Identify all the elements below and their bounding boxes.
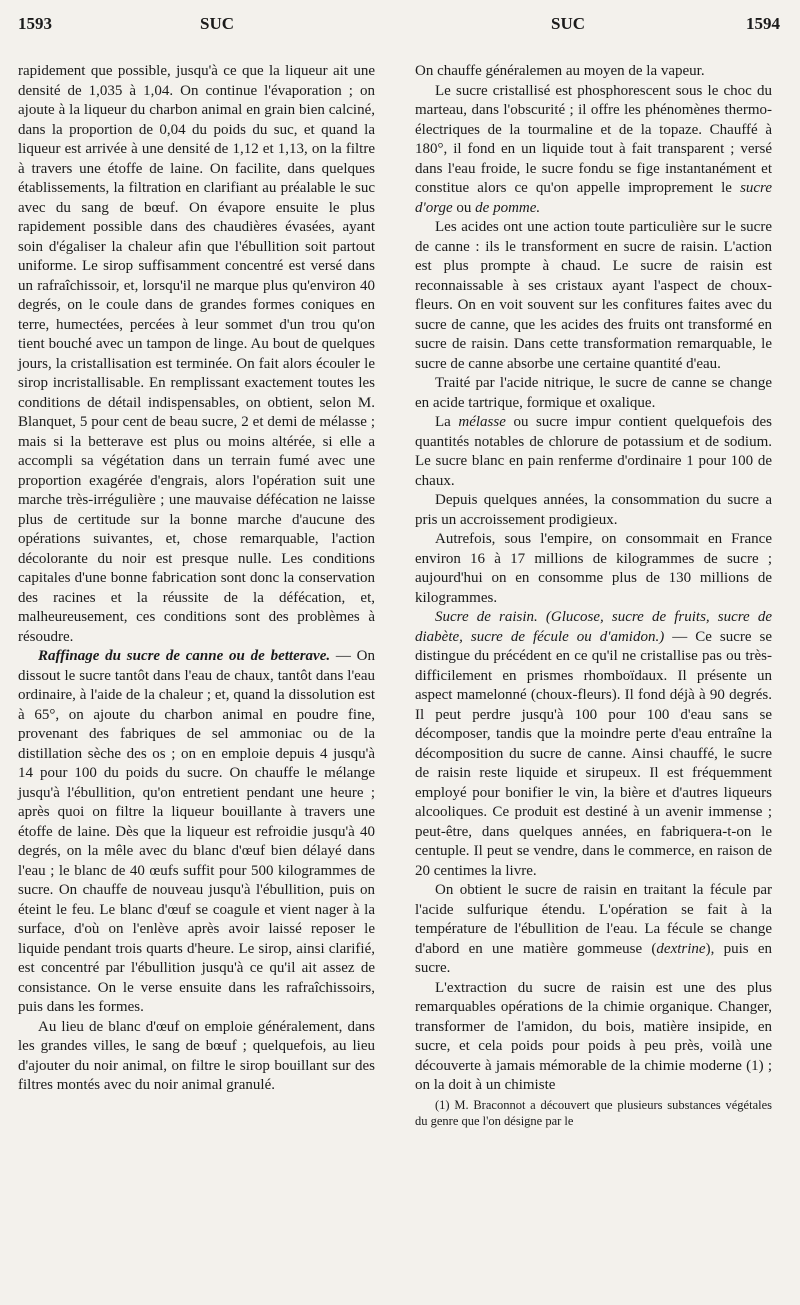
left-page-number: 1593: [18, 14, 52, 33]
italic-term: dextrine: [656, 940, 706, 957]
paragraph: On chauffe généralemen au moyen de la vapeur.: [415, 63, 705, 79]
footnote: (1) M. Braconnot a découvert que plusieurs substances végétales du genre que l'on désigne par le: [415, 1097, 772, 1128]
paragraph: Traité par l'acide nitrique, le sucre de canne se change en acide tartrique, formique et oxalique.: [415, 375, 772, 411]
paragraph-text: ), puis en sucre.: [415, 940, 772, 976]
right-page-number: 1594: [746, 14, 780, 33]
paragraph: L'extraction du sucre de raisin est une des plus remarquables opérations de la chimie organique. Changer, transformer de l'amidon, du bois, matière insipide, en sucre, et cela poids pour poids à peu près, voilà une découverte à jamais mémorable de la chimie moderne (1) ; on la doit à un chimiste: [415, 979, 772, 1093]
paragraph: [18, 647, 375, 1018]
italic-term: de pomme.: [475, 199, 541, 216]
left-column: [18, 62, 375, 1096]
paragraph-text: — On dissout le sucre tantôt dans l'eau de chaux, tantôt dans l'eau ordinaire, à l'aide de la chaleur ; et, quand la dissolution est à 65°, on ajoute du charbon animal en poudre fine, provenant des fabriques de sel ammoniac ou de la distillation sèche des os ; on en emploie depuis 4 jusqu'à 14 pour 100 du poids du sucre. On chauffe le mélange jusqu'à l'ébullition, qu'on entretient pendant une heure ; après quoi on filtre la liqueur bouillante à travers une étoffe de laine. Dès que la liqueur est refroidie jusqu'à 40 degrés, on la mêle avec du blanc d'œuf bien délayé dans l'eau ; le blanc de 40 œufs suffit pour 500 kilogrammes de sucre. On chauffe de nouveau jusqu'à l'ébullition, puis on éteint le feu. Le blanc d'œuf se coagule et vient nager à la surface, d'où on l'enlève après avoir laissé reposer le liquide pendant trois quarts d'heure. Le sirop, ainsi clarifié, est concentré par l'ébullition jusqu'à ce qu'il ait assez de consistance. On le verse ensuite dans les rafraîchissoirs, puis dans les formes.: [18, 648, 375, 1015]
right-column: [415, 62, 772, 1129]
paragraph-text: Le sucre cristallisé est phosphorescent sous le choc du marteau, dans l'obscurité ; il offre les phénomènes thermo-électriques de la tourmaline et de la topaze. Chauffé à 180°, il fond en un liquide tout à fait transparent ; versé dans l'eau froide, le sucre fondu se fige instantanément et constitue alors ce qu'on appelle improprement le: [415, 82, 772, 196]
paragraph: Depuis quelques années, la consommation du sucre a pris un accroissement prodigieux.: [415, 492, 772, 528]
paragraph-text: ou sucre impur contient quelquefois des quantités notables de chlorure de potassium et de sodium. Le sucre blanc en pain renferme d'ordinaire 1 pour 100 de chaux.: [415, 414, 772, 489]
paragraph-text: ou: [452, 199, 476, 216]
paragraph: Les acides ont une action toute particulière sur le sucre de canne : ils le transforment en sucre de raisin. L'action est plus prompte à chaud. Le sucre de raisin est reconnaissable à ses cristaux ayant l'aspect de choux-fleurs. On en voit souvent sur les confitures faites avec du sucre de canne, que les acides des fruits ont transformé en sucre de raisin. Dans cette transformation remarquable, le sucre de canne absorbe une certaine quantité d'eau.: [415, 219, 772, 372]
section-heading: Raffinage du sucre de canne ou de betterave.: [38, 648, 331, 664]
paragraph-text: La: [435, 414, 459, 430]
paragraph-text: On obtient le sucre de raisin en traitant la fécule par l'acide sulfurique étendu. L'opération se fait à la température de l'ébullition de l'eau. La fécule se change d'abord en une matière gommeuse (: [415, 882, 772, 957]
page-header: [14, 10, 786, 40]
paragraph: [415, 608, 772, 881]
italic-term: mélasse: [458, 414, 506, 430]
italic-term: sucre d'orge: [415, 180, 772, 216]
paragraph: Autrefois, sous l'empire, on consommait en France environ 16 à 17 millions de kilogrammes de sucre ; aujourd'hui on en consomme plus de 130 millions de kilogrammes.: [415, 531, 772, 606]
paragraph-text: — Ce sucre se distingue du précédent en ce qu'il ne cristallise pas ou très-difficilement en prismes rhomboïdaux. Il présente un aspect mamelonné (choux-fleurs). Il fond déjà à 90 degrés. Il peut perdre jusqu'à 100 pour 100 d'eau sans se décomposer, tandis que la moindre perte d'eau entraîne la décomposition du sucre de canne. Ainsi chauffé, le sucre de raisin reste liquide et sirupeux. Il est fréquemment employé pour bonifier le vin, la bière et d'autres liqueurs alcooliques. Ce produit est destiné à un avenir immense ; peut-être, dans quelques années, en fabriquera-t-on le centuple. Il peut se vendre, dans le commerce, en raison de 20 centimes la livre.: [415, 628, 772, 879]
left-running-head: SUC: [200, 14, 235, 33]
paragraph: rapidement que possible, jusqu'à ce que la liqueur ait une densité de 1,035 à 1,04. On continue l'évaporation ; on ajoute à la liqueur du charbon animal en grain bien calciné, dans la proportion de 0,04 du poids du suc, et quand la liqueur est arrivée à une densité de 1,12 et 1,13, on la filtre à travers une étoffe de laine. On facilite, dans quelques établissements, la filtration en clarifiant au préalable le suc avec du sang de bœuf. On évapore ensuite le plus rapidement possible dans des chaudières évasées, ayant soin d'égaliser la chaleur afin que l'ébullition soit partout uniforme. Le sirop suffisamment concentré est versé dans un rafraîchissoir, et, lorsqu'il ne marque plus qu'environ 40 degrés, on le coule dans de grandes formes coniques en terre, humectées, percées à leur sommet d'un trou qu'on tient bouché avec un tampon de linge. Au bout de quelques jours, la cristallisation est terminée. On fait alors écouler le sirop incristallisable. En remplissant exactement toutes les conditions de détail indispensables, on obtient, selon M. Blanquet, 5 pour cent de beau sucre, 2 et demi de mélasse ; mais si la betterave est plus ou moins altérée, si elle a accompli sa végétation dans un terrain fumé avec une proportion exagérée d'engrais, alors l'opération suit une marche très-irrégulière ; une mauvaise défécation ne laisse plus de certitude sur la bonne marche d'aucune des opérations suivantes, et, chose remarquable, l'action décolorante du noir est presque nulle. Les conditions capitales d'une bonne fabrication sont donc la conservation des racines et la réussite de la défécation, et, malheureusement, ces conditions sont des problèmes à résoudre.: [18, 63, 375, 645]
paragraph: [415, 82, 772, 219]
section-heading: Sucre de raisin. (Glucose, sucre de fruits, sucre de diabète, sucre de fécule ou d'amidon.): [415, 609, 772, 645]
paragraph: [415, 413, 772, 491]
paragraph: [415, 881, 772, 979]
paragraph: Au lieu de blanc d'œuf on emploie généralement, dans les grandes villes, le sang de bœuf ; quelquefois, au lieu d'ajouter du noir animal, on filtre le sirop bouillant sur des filtres montés avec du noir animal granulé.: [18, 1018, 375, 1093]
right-running-head: SUC: [551, 14, 586, 33]
